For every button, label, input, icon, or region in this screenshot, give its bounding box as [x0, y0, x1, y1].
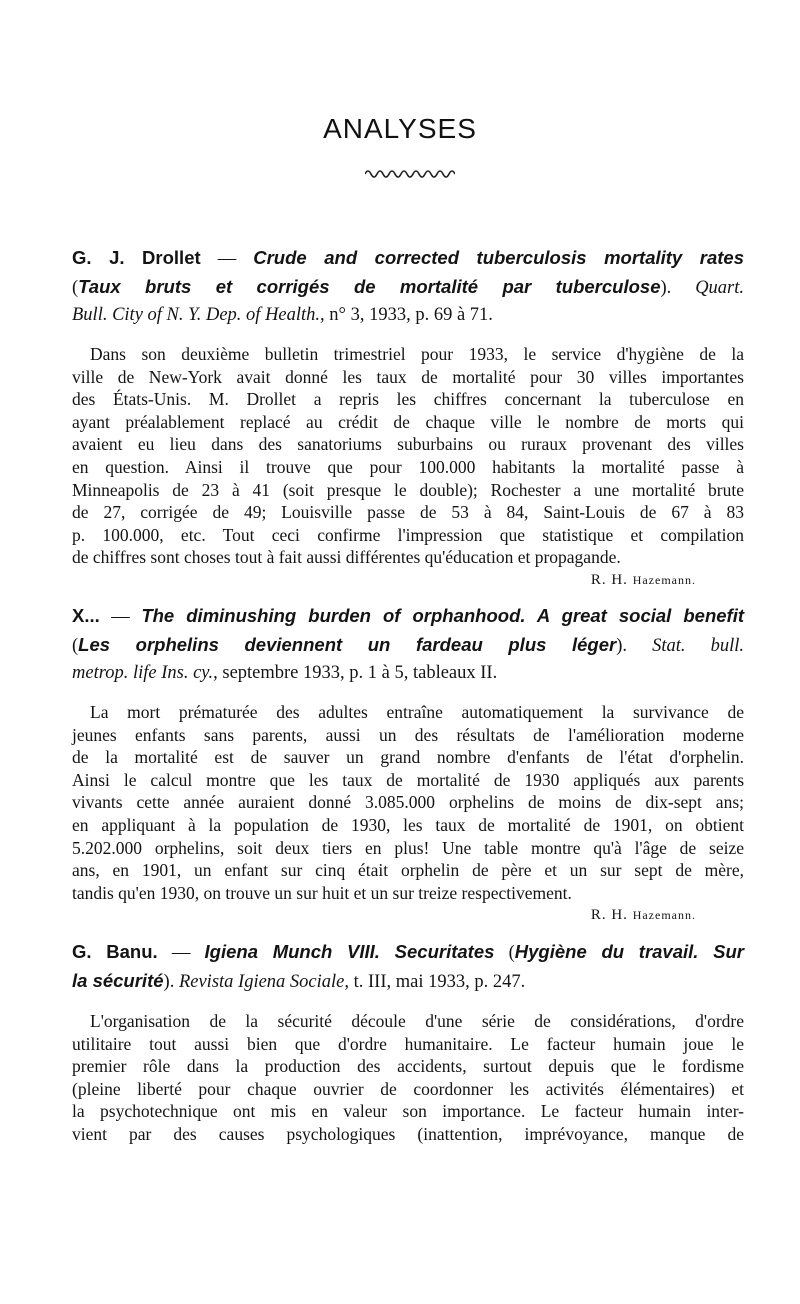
entry-heading: G. J. Drollet — Crude and corrected tuberculosis mortality rates (Taux bruts et corrigés de mortalité par tuberculose). Quart. Bull. City of N. Y. Dep. of Health., n° 3, 1933, p. 69 à 71. — [72, 247, 745, 325]
analysis-entry-2 — [72, 602, 744, 926]
body-line: (pleine liberté pour chaque ouvrier de coordonner les activités élémentaires) et — [72, 1078, 744, 1099]
body-line: Ainsi le calcul montre que les taux de mortalité de 1930 appliqués aux parents — [72, 769, 744, 790]
body-line: 5.202.000 orphelins, soit deux tiers en plus! Une table montre qu'à l'âge de seize — [72, 837, 744, 858]
entry-source-ref: , septembre 1933, p. 1 à 5, tableaux II. — [213, 663, 498, 683]
entry-title-translation: Hygiène du travail. Sur — [514, 941, 744, 962]
analysis-entry-3 — [72, 938, 744, 1146]
body-line: Minneapolis de 23 à 41 (soit presque le double); Rochester a une mortalité brute — [72, 479, 744, 500]
body-line: en question. Ainsi il trouve que pour 100.000 habitants la mortalité passe à — [72, 456, 744, 477]
entry-source: Quart. — [695, 278, 745, 298]
entry-signature: R. H. Hazemann. — [590, 571, 696, 588]
body-line: avaient eu lieu dans des sanatoriums suburbains ou ruraux provenant des villes — [72, 434, 744, 455]
entry-source: Stat. bull. — [652, 636, 745, 656]
entry-title-translation-end: la sécurité — [72, 970, 164, 991]
body-line: de la mortalité est de sauver un grand nombre d'enfants de l'état d'orphelin. — [72, 747, 744, 768]
entry-source-journal: metrop. life Ins. cy. — [72, 663, 214, 683]
body-line: de 27, corrigée de 49; Louisville passe de 53 à 84, Saint-Louis de 67 à 83 — [72, 502, 744, 523]
entry-title-translation: Taux bruts et corrigés de mortalité par tuberculose — [78, 276, 661, 297]
body-line: jeunes enfants sans parents, aussi un des résultats de l'amélioration moderne — [72, 724, 744, 745]
entry-title: Crude and corrected tuberculosis mortality rates — [253, 247, 744, 268]
body-line: premier rôle dans la production des accidents, surtout depuis que le fordisme — [72, 1056, 744, 1077]
body-line: ans, en 1901, un enfant sur cinq était orphelin de père et un sur sept de mère, — [72, 860, 744, 881]
body-line: p. 100.000, etc. Tout ceci confirme l'impression que statistique et compilation — [72, 524, 744, 545]
body-line: la psychotechnique ont mis en valeur son importance. Le facteur humain inter- — [72, 1101, 744, 1122]
entry-author: X... — [72, 605, 100, 626]
entry-source-journal: Revista Igiena Sociale, — [178, 972, 349, 992]
entry-source-journal: Bull. City of N. Y. Dep. of Health. — [72, 305, 321, 325]
page-title: ANALYSES — [323, 113, 477, 144]
entry-author: G. J. Drollet — [72, 247, 201, 268]
entry-heading: X... — The diminushing burden of orphanhood. A great social benefit (Les orphelins deviennent un fardeau plus léger). Stat. bull. metrop. life Ins. cy., septembre 1933, p. 1 à 5, tableaux II. — [72, 605, 745, 683]
body-line: vient par des causes psychologiques (inattention, imprévoyance, manque de — [72, 1123, 744, 1144]
entry-title: Igiena Munch VIII. Securitates — [204, 941, 495, 962]
body-line: des États-Unis. M. Drollet a repris les chiffres concernant la tuberculose en — [72, 389, 744, 410]
body-line: de chiffres sont choses tout à fait aussi différentes qu'éducation et propagande. — [72, 547, 621, 568]
body-line: Dans son deuxième bulletin trimestriel pour 1933, le service d'hygiène de la — [90, 344, 744, 364]
body-line: vivants cette année auraient donné 3.085.000 orphelins de moins de dix-sept ans; — [72, 792, 744, 813]
body-line: en appliquant à la population de 1930, les taux de mortalité de 1901, on obtient — [72, 814, 744, 835]
wavy-ornament — [365, 166, 455, 178]
entry-source-ref: , n° 3, 1933, p. 69 à 71. — [320, 305, 493, 325]
entry-title-translation: Les orphelins deviennent un fardeau plus léger — [78, 634, 617, 655]
body-line: La mort prématurée des adultes entraîne automatiquement la survivance de — [90, 702, 744, 722]
entry-body — [72, 701, 744, 926]
entry-body — [72, 343, 744, 591]
body-line: ayant préalablement replacé au crédit de chaque ville le nombre de morts qui — [72, 411, 744, 432]
entry-author: G. Banu. — [72, 941, 158, 962]
entry-signature: R. H. Hazemann. — [590, 907, 696, 924]
body-line: L'organisation de la sécurité découle d'une série de considérations, d'ordre — [90, 1011, 744, 1031]
entry-body — [72, 1010, 744, 1146]
body-line: tandis qu'en 1930, on trouve un sur huit et un sur treize respectivement. — [72, 882, 572, 903]
entry-source-ref: t. III, mai 1933, p. 247. — [349, 972, 526, 992]
entry-heading: G. Banu. — Igiena Munch VIII. Securitates (Hygiène du travail. Sur la sécurité). Revista Igiena Sociale, t. III, mai 1933, p. 247. — [72, 941, 744, 992]
body-line: ville de New-York avait donné les taux de mortalité pour 30 villes importantes — [72, 366, 744, 387]
body-line: utilitaire tout aussi bien que d'ordre humanitaire. Le facteur humain joue le — [72, 1033, 744, 1054]
entry-title: The diminushing burden of orphanhood. A great social benefit — [141, 605, 745, 626]
analysis-entry-1 — [72, 244, 744, 591]
